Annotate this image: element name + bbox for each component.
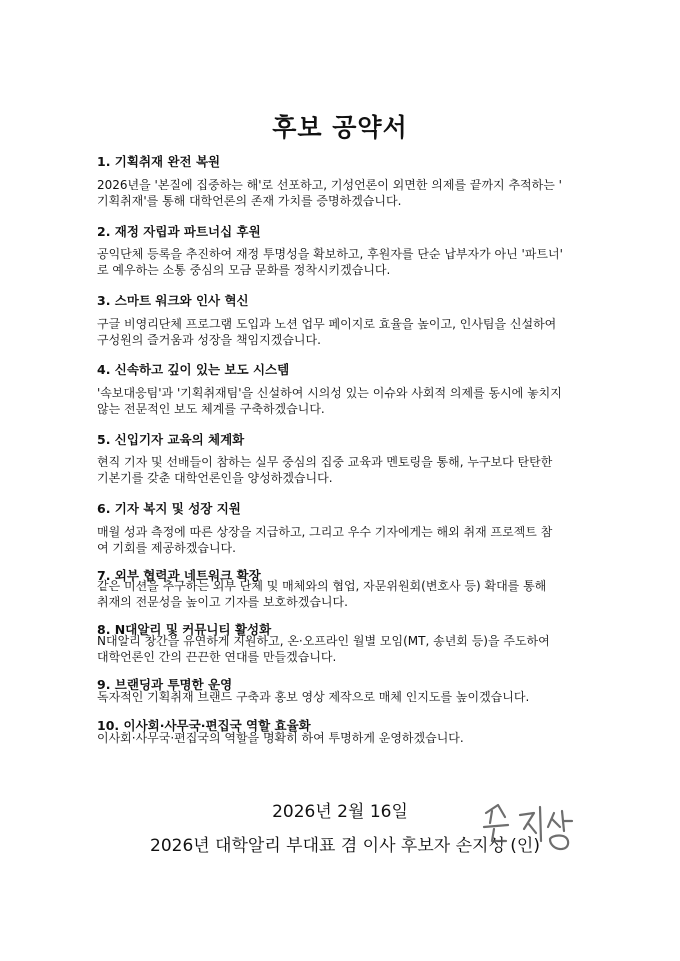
section-heading-1: 1. 기획취재 완전 복원 (97, 154, 221, 169)
handwritten-signature (478, 793, 588, 873)
section-body-line: 로 예우하는 소통 중심의 모금 문화를 정착시키겠습니다. (97, 262, 391, 277)
section-body-4 (97, 386, 592, 417)
section-heading-6: 6. 기자 복지 및 성장 지원 (97, 501, 241, 516)
section-heading-4: 4. 신속하고 깊이 있는 보도 시스템 (97, 362, 290, 377)
section-heading-8: 8. N대알리 및 커뮤니티 활성화 (97, 622, 272, 637)
section-body-2 (97, 247, 592, 278)
section-heading-2: 2. 재정 자립과 파트너십 후원 (97, 224, 261, 239)
section-heading-10: 10. 이사회·사무국·편집국 역할 효율화 (97, 718, 311, 733)
section-body-line: 매월 성과 측정에 따른 상장을 지급하고, 그리고 우수 기자에게는 해외 취재 프로젝트 참 (97, 525, 553, 539)
section-body-6 (97, 525, 592, 556)
section-body-line: 않는 전문적인 보도 체계를 구축하겠습니다. (97, 401, 325, 416)
section-body-line: 기본기를 갖춘 대학언론인을 양성하겠습니다. (97, 470, 333, 485)
section-body-8 (97, 634, 592, 665)
section-body-line: 공익단체 등록을 추진하여 재정 투명성을 확보하고, 후원자를 단순 납부자가 아닌 '파트너' (97, 247, 563, 261)
section-body-7 (97, 579, 592, 610)
section-body-9 (97, 690, 592, 706)
section-body-line: 대학언론인 간의 끈끈한 연대를 만들겠습니다. (97, 649, 337, 664)
document-title: 후보 공약서 (272, 113, 408, 142)
section-body-line: 현직 기자 및 선배들이 참하는 실무 중심의 집중 교육과 멘토링을 통해, 누구보다 탄탄한 (97, 455, 553, 469)
section-body-1 (97, 178, 592, 209)
section-heading-7: 7. 외부 협력과 네트워크 확장 (97, 568, 261, 583)
section-body-10 (97, 731, 592, 747)
section-body-line: 이사회·사무국·편집국의 역할을 명확히 하여 투명하게 운영하겠습니다. (97, 731, 464, 745)
section-body-line: 취재의 전문성을 높이고 기자를 보호하겠습니다. (97, 594, 348, 609)
section-body-5 (97, 455, 592, 486)
section-body-3 (97, 317, 592, 348)
section-body-line: 독자적인 기획취재 브랜드 구축과 홍보 영상 제작으로 매체 인지도를 높이겠습니다. (97, 690, 530, 704)
section-body-line: N대알리 창간을 유연하게 지원하고, 온·오프라인 월별 모임(MT, 송년회 등)을 주도하여 (97, 634, 550, 648)
section-body-line: '속보대응팀'과 '기획취재팀'을 신설하여 시의성 있는 이슈와 사회적 의제를 동시에 놓치지 (97, 386, 562, 400)
section-body-line: 2026년을 '본질에 집중하는 해'로 선포하고, 기성언론이 외면한 의제를 끝까지 추적하는 ' (97, 178, 562, 192)
section-heading-9: 9. 브랜딩과 투명한 운영 (97, 677, 233, 692)
section-heading-3: 3. 스마트 워크와 인사 혁신 (97, 293, 249, 308)
document-date: 2026년 2월 16일 (272, 802, 408, 822)
section-body-line: 같은 미션을 추구하는 외부 단체 및 매체와의 협업, 자문위원회(변호사 등) 확대를 통해 (97, 579, 547, 593)
section-body-line: 여 기회를 제공하겠습니다. (97, 540, 236, 555)
section-body-line: 기획취재'를 통해 대학언론의 존재 가치를 증명하겠습니다. (97, 193, 402, 208)
section-heading-5: 5. 신입기자 교육의 체계화 (97, 432, 245, 447)
section-body-line: 구성원의 즐거움과 성장을 책임지겠습니다. (97, 332, 321, 347)
signer-line: 2026년 대학알리 부대표 겸 이사 후보자 손지성 (인) (150, 836, 540, 856)
section-body-line: 구글 비영리단체 프로그램 도입과 노션 업무 페이지로 효율을 높이고, 인사팀을 신설하여 (97, 317, 557, 331)
